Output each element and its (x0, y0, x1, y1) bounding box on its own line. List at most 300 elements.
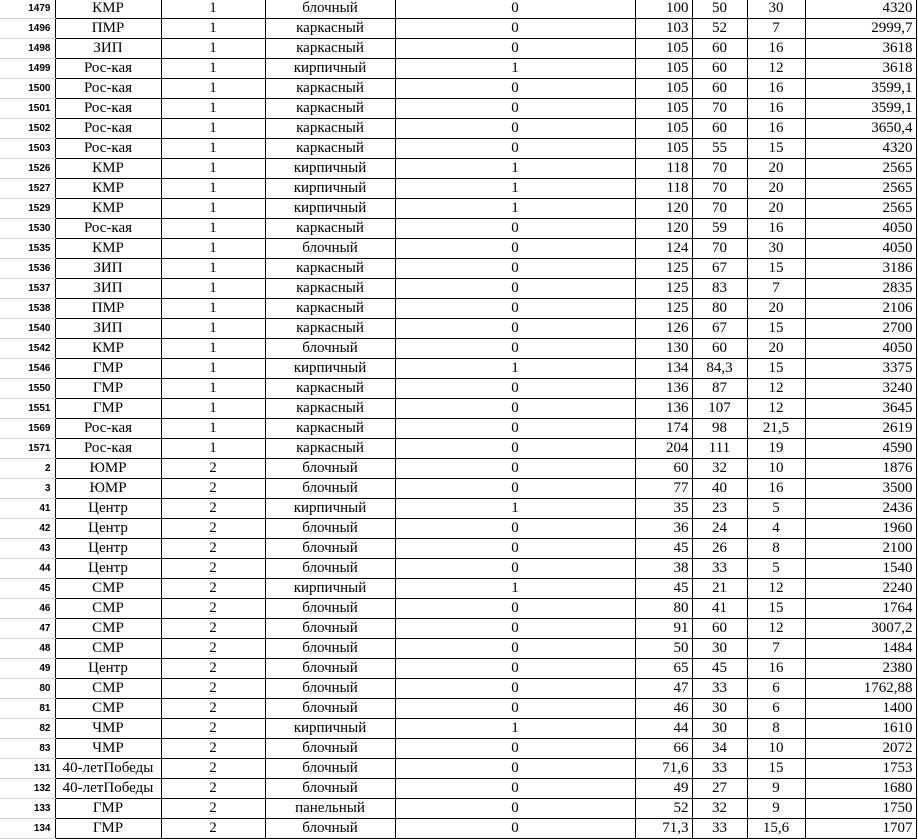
cell-material[interactable]: блочный (265, 759, 395, 779)
row-number[interactable]: 1537 (0, 279, 55, 299)
cell-area[interactable]: 71,3 (635, 819, 692, 839)
cell-price[interactable]: 3650,4 (805, 119, 916, 139)
cell-rooms[interactable]: 2 (161, 499, 265, 519)
cell-area[interactable]: 45 (635, 539, 692, 559)
cell-price[interactable]: 1762,88 (805, 679, 916, 699)
cell-area[interactable]: 105 (635, 39, 692, 59)
cell-area[interactable]: 65 (635, 659, 692, 679)
cell-area[interactable]: 35 (635, 499, 692, 519)
cell-district[interactable]: СМР (55, 699, 161, 719)
cell-area[interactable]: 77 (635, 479, 692, 499)
cell-area[interactable]: 46 (635, 699, 692, 719)
cell-price[interactable]: 4320 (805, 139, 916, 159)
cell-rooms[interactable]: 2 (161, 619, 265, 639)
cell-kitchen-area[interactable]: 20 (747, 339, 805, 359)
cell-district[interactable]: ЮМР (55, 479, 161, 499)
row-number[interactable]: 1571 (0, 439, 55, 459)
cell-area[interactable]: 174 (635, 419, 692, 439)
cell-rooms[interactable]: 2 (161, 719, 265, 739)
cell-price[interactable]: 3186 (805, 259, 916, 279)
row-number[interactable]: 1501 (0, 99, 55, 119)
cell-rooms[interactable]: 1 (161, 319, 265, 339)
row-number[interactable]: 1535 (0, 239, 55, 259)
cell-living-area[interactable]: 32 (692, 799, 747, 819)
cell-kitchen-area[interactable]: 16 (747, 119, 805, 139)
cell-flag[interactable]: 0 (395, 219, 635, 239)
cell-rooms[interactable]: 2 (161, 659, 265, 679)
cell-flag[interactable]: 0 (395, 39, 635, 59)
cell-rooms[interactable]: 1 (161, 199, 265, 219)
cell-area[interactable]: 125 (635, 279, 692, 299)
cell-price[interactable]: 3375 (805, 359, 916, 379)
cell-district[interactable]: СМР (55, 619, 161, 639)
cell-material[interactable]: кирпичный (265, 199, 395, 219)
cell-living-area[interactable]: 87 (692, 379, 747, 399)
cell-rooms[interactable]: 1 (161, 299, 265, 319)
cell-living-area[interactable]: 30 (692, 719, 747, 739)
row-number[interactable]: 81 (0, 699, 55, 719)
cell-rooms[interactable]: 1 (161, 0, 265, 19)
cell-area[interactable]: 118 (635, 179, 692, 199)
cell-rooms[interactable]: 1 (161, 119, 265, 139)
cell-price[interactable]: 4050 (805, 339, 916, 359)
cell-kitchen-area[interactable]: 20 (747, 199, 805, 219)
cell-kitchen-area[interactable]: 5 (747, 559, 805, 579)
cell-living-area[interactable]: 60 (692, 39, 747, 59)
cell-flag[interactable]: 0 (395, 119, 635, 139)
cell-district[interactable]: Центр (55, 499, 161, 519)
cell-material[interactable]: блочный (265, 599, 395, 619)
cell-rooms[interactable]: 2 (161, 579, 265, 599)
cell-price[interactable]: 1764 (805, 599, 916, 619)
cell-area[interactable]: 125 (635, 299, 692, 319)
cell-flag[interactable]: 0 (395, 479, 635, 499)
cell-area[interactable]: 52 (635, 799, 692, 819)
cell-material[interactable]: блочный (265, 339, 395, 359)
table-row[interactable] (0, 139, 916, 159)
cell-district[interactable]: Рос-кая (55, 99, 161, 119)
cell-living-area[interactable]: 70 (692, 179, 747, 199)
cell-area[interactable]: 105 (635, 79, 692, 99)
cell-kitchen-area[interactable]: 12 (747, 379, 805, 399)
cell-living-area[interactable]: 33 (692, 759, 747, 779)
cell-material[interactable]: блочный (265, 679, 395, 699)
table-row[interactable] (0, 439, 916, 459)
cell-kitchen-area[interactable]: 16 (747, 79, 805, 99)
cell-living-area[interactable]: 107 (692, 399, 747, 419)
cell-material[interactable]: кирпичный (265, 59, 395, 79)
row-number[interactable]: 2 (0, 459, 55, 479)
cell-price[interactable]: 1540 (805, 559, 916, 579)
cell-price[interactable]: 3618 (805, 59, 916, 79)
row-number[interactable]: 1496 (0, 19, 55, 39)
cell-rooms[interactable]: 1 (161, 399, 265, 419)
cell-rooms[interactable]: 1 (161, 339, 265, 359)
cell-flag[interactable]: 0 (395, 99, 635, 119)
table-row[interactable] (0, 299, 916, 319)
cell-area[interactable]: 134 (635, 359, 692, 379)
cell-district[interactable]: Центр (55, 539, 161, 559)
cell-flag[interactable]: 0 (395, 319, 635, 339)
cell-living-area[interactable]: 30 (692, 639, 747, 659)
cell-area[interactable]: 49 (635, 779, 692, 799)
cell-living-area[interactable]: 23 (692, 499, 747, 519)
cell-price[interactable]: 1707 (805, 819, 916, 839)
cell-price[interactable]: 1960 (805, 519, 916, 539)
cell-material[interactable]: блочный (265, 539, 395, 559)
cell-material[interactable]: каркасный (265, 439, 395, 459)
cell-price[interactable]: 3645 (805, 399, 916, 419)
cell-area[interactable]: 36 (635, 519, 692, 539)
cell-material[interactable]: блочный (265, 519, 395, 539)
cell-area[interactable]: 118 (635, 159, 692, 179)
cell-kitchen-area[interactable]: 20 (747, 179, 805, 199)
cell-rooms[interactable]: 1 (161, 259, 265, 279)
row-number[interactable]: 1503 (0, 139, 55, 159)
row-number[interactable]: 1538 (0, 299, 55, 319)
cell-rooms[interactable]: 1 (161, 139, 265, 159)
cell-district[interactable]: 40-летПобеды (55, 759, 161, 779)
cell-kitchen-area[interactable]: 21,5 (747, 419, 805, 439)
cell-kitchen-area[interactable]: 15 (747, 259, 805, 279)
cell-material[interactable]: кирпичный (265, 179, 395, 199)
row-number[interactable]: 1530 (0, 219, 55, 239)
table-row[interactable] (0, 19, 916, 39)
cell-rooms[interactable]: 1 (161, 99, 265, 119)
cell-rooms[interactable]: 2 (161, 759, 265, 779)
cell-material[interactable]: блочный (265, 639, 395, 659)
table-row[interactable] (0, 79, 916, 99)
cell-kitchen-area[interactable]: 9 (747, 779, 805, 799)
cell-area[interactable]: 60 (635, 459, 692, 479)
cell-kitchen-area[interactable]: 15 (747, 359, 805, 379)
cell-kitchen-area[interactable]: 20 (747, 159, 805, 179)
cell-flag[interactable]: 1 (395, 719, 635, 739)
cell-rooms[interactable]: 2 (161, 459, 265, 479)
cell-flag[interactable]: 0 (395, 79, 635, 99)
cell-district[interactable]: ПМР (55, 299, 161, 319)
cell-area[interactable]: 125 (635, 259, 692, 279)
cell-kitchen-area[interactable]: 16 (747, 39, 805, 59)
row-number[interactable]: 49 (0, 659, 55, 679)
cell-price[interactable]: 1750 (805, 799, 916, 819)
cell-living-area[interactable]: 26 (692, 539, 747, 559)
table-row[interactable] (0, 699, 916, 719)
row-number[interactable]: 41 (0, 499, 55, 519)
cell-price[interactable]: 2380 (805, 659, 916, 679)
cell-flag[interactable]: 0 (395, 139, 635, 159)
table-row[interactable] (0, 239, 916, 259)
cell-district[interactable]: ГМР (55, 819, 161, 839)
cell-flag[interactable]: 1 (395, 499, 635, 519)
cell-price[interactable]: 3599,1 (805, 79, 916, 99)
cell-kitchen-area[interactable]: 19 (747, 439, 805, 459)
table-row[interactable] (0, 339, 916, 359)
cell-material[interactable]: кирпичный (265, 159, 395, 179)
cell-kitchen-area[interactable]: 30 (747, 0, 805, 19)
cell-price[interactable]: 2619 (805, 419, 916, 439)
cell-rooms[interactable]: 1 (161, 439, 265, 459)
cell-flag[interactable]: 0 (395, 559, 635, 579)
cell-flag[interactable]: 0 (395, 819, 635, 839)
cell-district[interactable]: ГМР (55, 799, 161, 819)
cell-living-area[interactable]: 41 (692, 599, 747, 619)
cell-flag[interactable]: 0 (395, 739, 635, 759)
table-row[interactable] (0, 679, 916, 699)
table-row[interactable] (0, 0, 916, 19)
cell-district[interactable]: Рос-кая (55, 419, 161, 439)
row-number[interactable]: 1479 (0, 0, 55, 19)
cell-area[interactable]: 136 (635, 379, 692, 399)
cell-rooms[interactable]: 1 (161, 279, 265, 299)
cell-living-area[interactable]: 60 (692, 339, 747, 359)
cell-living-area[interactable]: 67 (692, 259, 747, 279)
row-number[interactable]: 48 (0, 639, 55, 659)
cell-district[interactable]: Центр (55, 659, 161, 679)
cell-material[interactable]: каркасный (265, 279, 395, 299)
cell-district[interactable]: ЧМР (55, 719, 161, 739)
cell-flag[interactable]: 0 (395, 599, 635, 619)
cell-material[interactable]: каркасный (265, 39, 395, 59)
cell-price[interactable]: 2436 (805, 499, 916, 519)
cell-district[interactable]: СМР (55, 579, 161, 599)
cell-living-area[interactable]: 30 (692, 699, 747, 719)
cell-district[interactable]: ГМР (55, 359, 161, 379)
cell-price[interactable]: 3500 (805, 479, 916, 499)
cell-rooms[interactable]: 2 (161, 779, 265, 799)
row-number[interactable]: 43 (0, 539, 55, 559)
table-row[interactable] (0, 379, 916, 399)
cell-material[interactable]: панельный (265, 799, 395, 819)
cell-flag[interactable]: 1 (395, 579, 635, 599)
cell-material[interactable]: каркасный (265, 419, 395, 439)
cell-rooms[interactable]: 1 (161, 159, 265, 179)
cell-material[interactable]: блочный (265, 459, 395, 479)
cell-rooms[interactable]: 2 (161, 599, 265, 619)
cell-price[interactable]: 2106 (805, 299, 916, 319)
cell-kitchen-area[interactable]: 12 (747, 399, 805, 419)
cell-district[interactable]: Рос-кая (55, 139, 161, 159)
cell-kitchen-area[interactable]: 15,6 (747, 819, 805, 839)
cell-area[interactable]: 80 (635, 599, 692, 619)
cell-price[interactable]: 3007,2 (805, 619, 916, 639)
table-row[interactable] (0, 739, 916, 759)
cell-living-area[interactable]: 70 (692, 159, 747, 179)
row-number[interactable]: 131 (0, 759, 55, 779)
row-number[interactable]: 1551 (0, 399, 55, 419)
cell-price[interactable]: 3240 (805, 379, 916, 399)
cell-rooms[interactable]: 2 (161, 539, 265, 559)
cell-living-area[interactable]: 80 (692, 299, 747, 319)
cell-district[interactable]: КМР (55, 339, 161, 359)
table-row[interactable] (0, 619, 916, 639)
cell-price[interactable]: 2240 (805, 579, 916, 599)
table-row[interactable] (0, 759, 916, 779)
cell-living-area[interactable]: 33 (692, 819, 747, 839)
row-number[interactable]: 1569 (0, 419, 55, 439)
cell-district[interactable]: Рос-кая (55, 439, 161, 459)
cell-rooms[interactable]: 1 (161, 219, 265, 239)
cell-living-area[interactable]: 21 (692, 579, 747, 599)
cell-district[interactable]: ЗИП (55, 279, 161, 299)
cell-rooms[interactable]: 2 (161, 799, 265, 819)
cell-flag[interactable]: 0 (395, 679, 635, 699)
cell-flag[interactable]: 0 (395, 279, 635, 299)
cell-living-area[interactable]: 70 (692, 199, 747, 219)
cell-material[interactable]: каркасный (265, 259, 395, 279)
cell-price[interactable]: 2565 (805, 199, 916, 219)
cell-material[interactable]: каркасный (265, 319, 395, 339)
cell-kitchen-area[interactable]: 6 (747, 699, 805, 719)
table-row[interactable] (0, 319, 916, 339)
row-number[interactable]: 1550 (0, 379, 55, 399)
cell-rooms[interactable]: 1 (161, 359, 265, 379)
row-number[interactable]: 1499 (0, 59, 55, 79)
cell-area[interactable]: 124 (635, 239, 692, 259)
cell-price[interactable]: 4320 (805, 0, 916, 19)
cell-area[interactable]: 130 (635, 339, 692, 359)
cell-kitchen-area[interactable]: 5 (747, 499, 805, 519)
cell-area[interactable]: 105 (635, 99, 692, 119)
cell-material[interactable]: кирпичный (265, 359, 395, 379)
cell-kitchen-area[interactable]: 7 (747, 19, 805, 39)
cell-rooms[interactable]: 1 (161, 419, 265, 439)
cell-material[interactable]: каркасный (265, 19, 395, 39)
cell-district[interactable]: Центр (55, 519, 161, 539)
cell-price[interactable]: 3599,1 (805, 99, 916, 119)
cell-price[interactable]: 2835 (805, 279, 916, 299)
cell-flag[interactable]: 0 (395, 339, 635, 359)
cell-district[interactable]: КМР (55, 199, 161, 219)
row-number[interactable]: 82 (0, 719, 55, 739)
cell-living-area[interactable]: 67 (692, 319, 747, 339)
row-number[interactable]: 1529 (0, 199, 55, 219)
cell-area[interactable]: 105 (635, 139, 692, 159)
table-row[interactable] (0, 279, 916, 299)
cell-area[interactable]: 100 (635, 0, 692, 19)
table-row[interactable] (0, 99, 916, 119)
row-number[interactable]: 46 (0, 599, 55, 619)
cell-flag[interactable]: 0 (395, 539, 635, 559)
cell-area[interactable]: 71,6 (635, 759, 692, 779)
cell-price[interactable]: 4590 (805, 439, 916, 459)
row-number[interactable]: 44 (0, 559, 55, 579)
cell-kitchen-area[interactable]: 7 (747, 279, 805, 299)
cell-district[interactable]: СМР (55, 679, 161, 699)
cell-area[interactable]: 47 (635, 679, 692, 699)
cell-price[interactable]: 2100 (805, 539, 916, 559)
row-number[interactable]: 80 (0, 679, 55, 699)
cell-rooms[interactable]: 2 (161, 699, 265, 719)
cell-kitchen-area[interactable]: 9 (747, 799, 805, 819)
table-row[interactable] (0, 499, 916, 519)
cell-flag[interactable]: 0 (395, 699, 635, 719)
cell-district[interactable]: КМР (55, 239, 161, 259)
cell-district[interactable]: Рос-кая (55, 119, 161, 139)
cell-kitchen-area[interactable]: 12 (747, 59, 805, 79)
cell-living-area[interactable]: 52 (692, 19, 747, 39)
cell-kitchen-area[interactable]: 16 (747, 219, 805, 239)
cell-price[interactable]: 3618 (805, 39, 916, 59)
cell-flag[interactable]: 1 (395, 59, 635, 79)
cell-kitchen-area[interactable]: 15 (747, 319, 805, 339)
table-row[interactable] (0, 799, 916, 819)
table-row[interactable] (0, 559, 916, 579)
table-row[interactable] (0, 199, 916, 219)
cell-flag[interactable]: 0 (395, 519, 635, 539)
cell-flag[interactable]: 1 (395, 179, 635, 199)
cell-material[interactable]: каркасный (265, 79, 395, 99)
cell-area[interactable]: 204 (635, 439, 692, 459)
cell-rooms[interactable]: 1 (161, 39, 265, 59)
cell-area[interactable]: 44 (635, 719, 692, 739)
cell-kitchen-area[interactable]: 30 (747, 239, 805, 259)
cell-material[interactable]: каркасный (265, 119, 395, 139)
cell-material[interactable]: каркасный (265, 99, 395, 119)
cell-rooms[interactable]: 1 (161, 239, 265, 259)
cell-price[interactable]: 2072 (805, 739, 916, 759)
cell-flag[interactable]: 0 (395, 259, 635, 279)
cell-price[interactable]: 4050 (805, 239, 916, 259)
cell-flag[interactable]: 0 (395, 659, 635, 679)
cell-flag[interactable]: 0 (395, 639, 635, 659)
row-number[interactable]: 134 (0, 819, 55, 839)
row-number[interactable]: 1546 (0, 359, 55, 379)
cell-area[interactable]: 38 (635, 559, 692, 579)
cell-material[interactable]: каркасный (265, 139, 395, 159)
cell-price[interactable]: 1484 (805, 639, 916, 659)
cell-rooms[interactable]: 2 (161, 739, 265, 759)
cell-kitchen-area[interactable]: 10 (747, 739, 805, 759)
table-row[interactable] (0, 119, 916, 139)
cell-kitchen-area[interactable]: 15 (747, 139, 805, 159)
cell-living-area[interactable]: 60 (692, 119, 747, 139)
cell-living-area[interactable]: 60 (692, 59, 747, 79)
cell-district[interactable]: КМР (55, 159, 161, 179)
cell-flag[interactable]: 0 (395, 299, 635, 319)
cell-living-area[interactable]: 59 (692, 219, 747, 239)
cell-rooms[interactable]: 2 (161, 819, 265, 839)
cell-living-area[interactable]: 34 (692, 739, 747, 759)
cell-rooms[interactable]: 1 (161, 179, 265, 199)
cell-area[interactable]: 105 (635, 119, 692, 139)
table-row[interactable] (0, 779, 916, 799)
cell-material[interactable]: блочный (265, 0, 395, 19)
cell-flag[interactable]: 0 (395, 779, 635, 799)
cell-material[interactable]: каркасный (265, 399, 395, 419)
cell-price[interactable]: 2565 (805, 159, 916, 179)
row-number[interactable]: 1526 (0, 159, 55, 179)
cell-material[interactable]: блочный (265, 559, 395, 579)
cell-rooms[interactable]: 2 (161, 559, 265, 579)
cell-kitchen-area[interactable]: 8 (747, 719, 805, 739)
cell-living-area[interactable]: 27 (692, 779, 747, 799)
cell-district[interactable]: ПМР (55, 19, 161, 39)
table-row[interactable] (0, 719, 916, 739)
cell-living-area[interactable]: 24 (692, 519, 747, 539)
cell-living-area[interactable]: 70 (692, 239, 747, 259)
cell-district[interactable]: СМР (55, 599, 161, 619)
row-number[interactable]: 45 (0, 579, 55, 599)
cell-flag[interactable]: 0 (395, 459, 635, 479)
cell-district[interactable]: ГМР (55, 399, 161, 419)
cell-kitchen-area[interactable]: 4 (747, 519, 805, 539)
cell-material[interactable]: блочный (265, 819, 395, 839)
cell-material[interactable]: каркасный (265, 219, 395, 239)
cell-price[interactable]: 1753 (805, 759, 916, 779)
cell-rooms[interactable]: 2 (161, 679, 265, 699)
cell-kitchen-area[interactable]: 10 (747, 459, 805, 479)
